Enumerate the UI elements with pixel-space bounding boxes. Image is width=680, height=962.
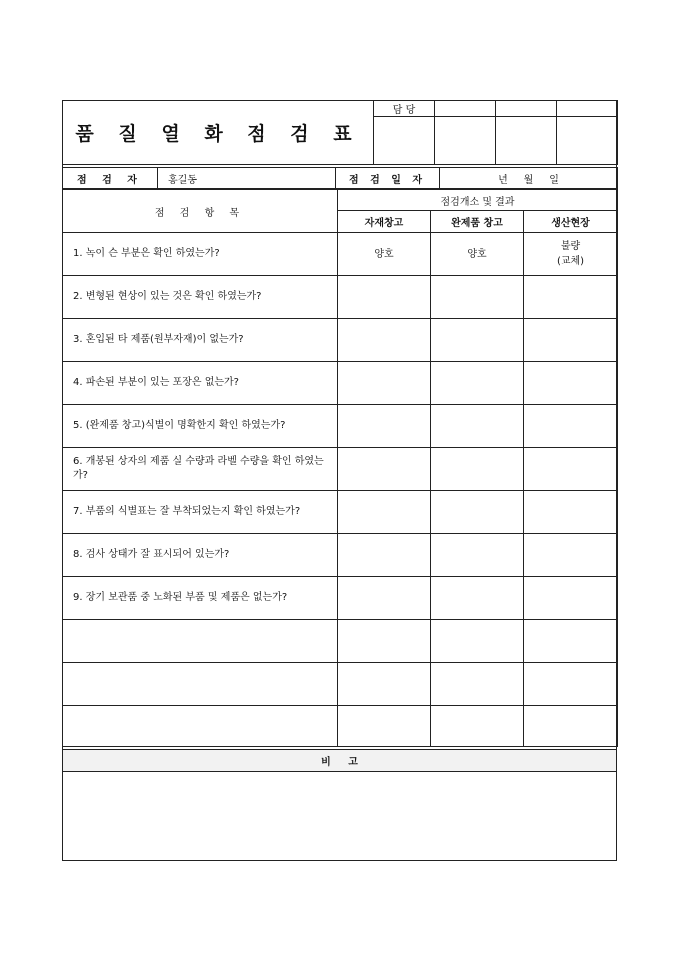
result-production-site[interactable] (524, 276, 618, 319)
date-label: 점 검 일 자 (336, 168, 440, 189)
result-finished-warehouse[interactable] (431, 577, 524, 620)
approval-header-cell[interactable] (435, 101, 496, 117)
column-header-finished-warehouse: 완제품 창고 (431, 211, 524, 233)
result-production-site[interactable] (524, 706, 618, 747)
table-row (63, 706, 618, 747)
form-title: 품 질 열 화 점 검 표 (63, 101, 374, 165)
table-row (63, 534, 618, 577)
result-material-warehouse[interactable] (338, 491, 431, 534)
table-row (63, 233, 618, 276)
approval-sign-cell[interactable] (374, 117, 435, 165)
approval-sign-cell[interactable] (435, 117, 496, 165)
title-block (62, 100, 618, 165)
result-material-warehouse[interactable] (338, 620, 431, 663)
date-field[interactable]: 년 월 일 (440, 168, 618, 189)
check-item-question: 1. 녹이 슨 부분은 확인 하였는가? (63, 233, 338, 276)
remarks-block (62, 749, 617, 861)
result-finished-warehouse[interactable] (431, 534, 524, 577)
check-item-question: 8. 검사 상태가 잘 표시되어 있는가? (63, 534, 338, 577)
result-material-warehouse[interactable]: 양호 (338, 233, 431, 276)
result-production-site[interactable] (524, 448, 618, 491)
approval-header-cell[interactable] (557, 101, 618, 117)
result-production-site[interactable]: 불량 (교체) (524, 233, 618, 276)
result-finished-warehouse[interactable] (431, 405, 524, 448)
check-item-question: 9. 장기 보관품 중 노화된 부품 및 제품은 없는가? (63, 577, 338, 620)
check-item-question: 3. 혼입된 타 제품(원부자재)이 없는가? (63, 319, 338, 362)
remarks-label: 비 고 (63, 750, 617, 772)
table-row (63, 663, 618, 706)
table-row (63, 448, 618, 491)
remarks-field[interactable] (63, 772, 617, 861)
result-material-warehouse[interactable] (338, 577, 431, 620)
check-item-question (63, 620, 338, 663)
check-item-question: 6. 개봉된 상자의 제품 실 수량과 라벨 수량을 확인 하였는가? (63, 448, 338, 491)
check-item-question (63, 663, 338, 706)
result-production-site[interactable] (524, 319, 618, 362)
table-row (63, 491, 618, 534)
result-production-site[interactable] (524, 534, 618, 577)
table-row (63, 362, 618, 405)
result-material-warehouse[interactable] (338, 276, 431, 319)
table-row (63, 577, 618, 620)
check-item-question: 7. 부품의 식별표는 잘 부착되었는지 확인 하였는가? (63, 491, 338, 534)
result-finished-warehouse[interactable] (431, 706, 524, 747)
inspector-field[interactable]: 홍길동 (158, 168, 336, 189)
approval-sign-cell[interactable] (496, 117, 557, 165)
approval-label: 담 당 (374, 101, 435, 117)
approval-header-cell[interactable] (496, 101, 557, 117)
approval-sign-cell[interactable] (557, 117, 618, 165)
result-production-site[interactable] (524, 362, 618, 405)
result-material-warehouse[interactable] (338, 663, 431, 706)
table-row (63, 405, 618, 448)
check-item-question: 5. (완제품 창고)식별이 명확한지 확인 하였는가? (63, 405, 338, 448)
result-finished-warehouse[interactable] (431, 362, 524, 405)
check-item-question: 4. 파손된 부분이 있는 포장은 없는가? (63, 362, 338, 405)
result-material-warehouse[interactable] (338, 706, 431, 747)
column-header-production-site: 생산현장 (524, 211, 618, 233)
result-production-site[interactable] (524, 663, 618, 706)
inspection-table (62, 189, 618, 747)
result-material-warehouse[interactable] (338, 448, 431, 491)
result-finished-warehouse[interactable] (431, 319, 524, 362)
result-material-warehouse[interactable] (338, 534, 431, 577)
result-finished-warehouse[interactable] (431, 491, 524, 534)
result-production-site[interactable] (524, 620, 618, 663)
column-header-material-warehouse: 자재창고 (338, 211, 431, 233)
result-material-warehouse[interactable] (338, 405, 431, 448)
check-item-question: 2. 변형된 현상이 있는 것은 확인 하였는가? (63, 276, 338, 319)
result-finished-warehouse[interactable] (431, 663, 524, 706)
table-row (63, 276, 618, 319)
check-item-question (63, 706, 338, 747)
result-production-site[interactable] (524, 405, 618, 448)
result-production-site[interactable] (524, 577, 618, 620)
inspector-row (62, 167, 618, 189)
inspector-label: 점 검 자 (63, 168, 158, 189)
location-group-header: 점검개소 및 결과 (338, 190, 618, 211)
table-row (63, 319, 618, 362)
table-row (63, 620, 618, 663)
result-finished-warehouse[interactable] (431, 448, 524, 491)
items-header: 점 검 항 목 (63, 190, 338, 233)
result-finished-warehouse[interactable]: 양호 (431, 233, 524, 276)
result-material-warehouse[interactable] (338, 362, 431, 405)
result-material-warehouse[interactable] (338, 319, 431, 362)
result-production-site[interactable] (524, 491, 618, 534)
result-finished-warehouse[interactable] (431, 620, 524, 663)
result-finished-warehouse[interactable] (431, 276, 524, 319)
